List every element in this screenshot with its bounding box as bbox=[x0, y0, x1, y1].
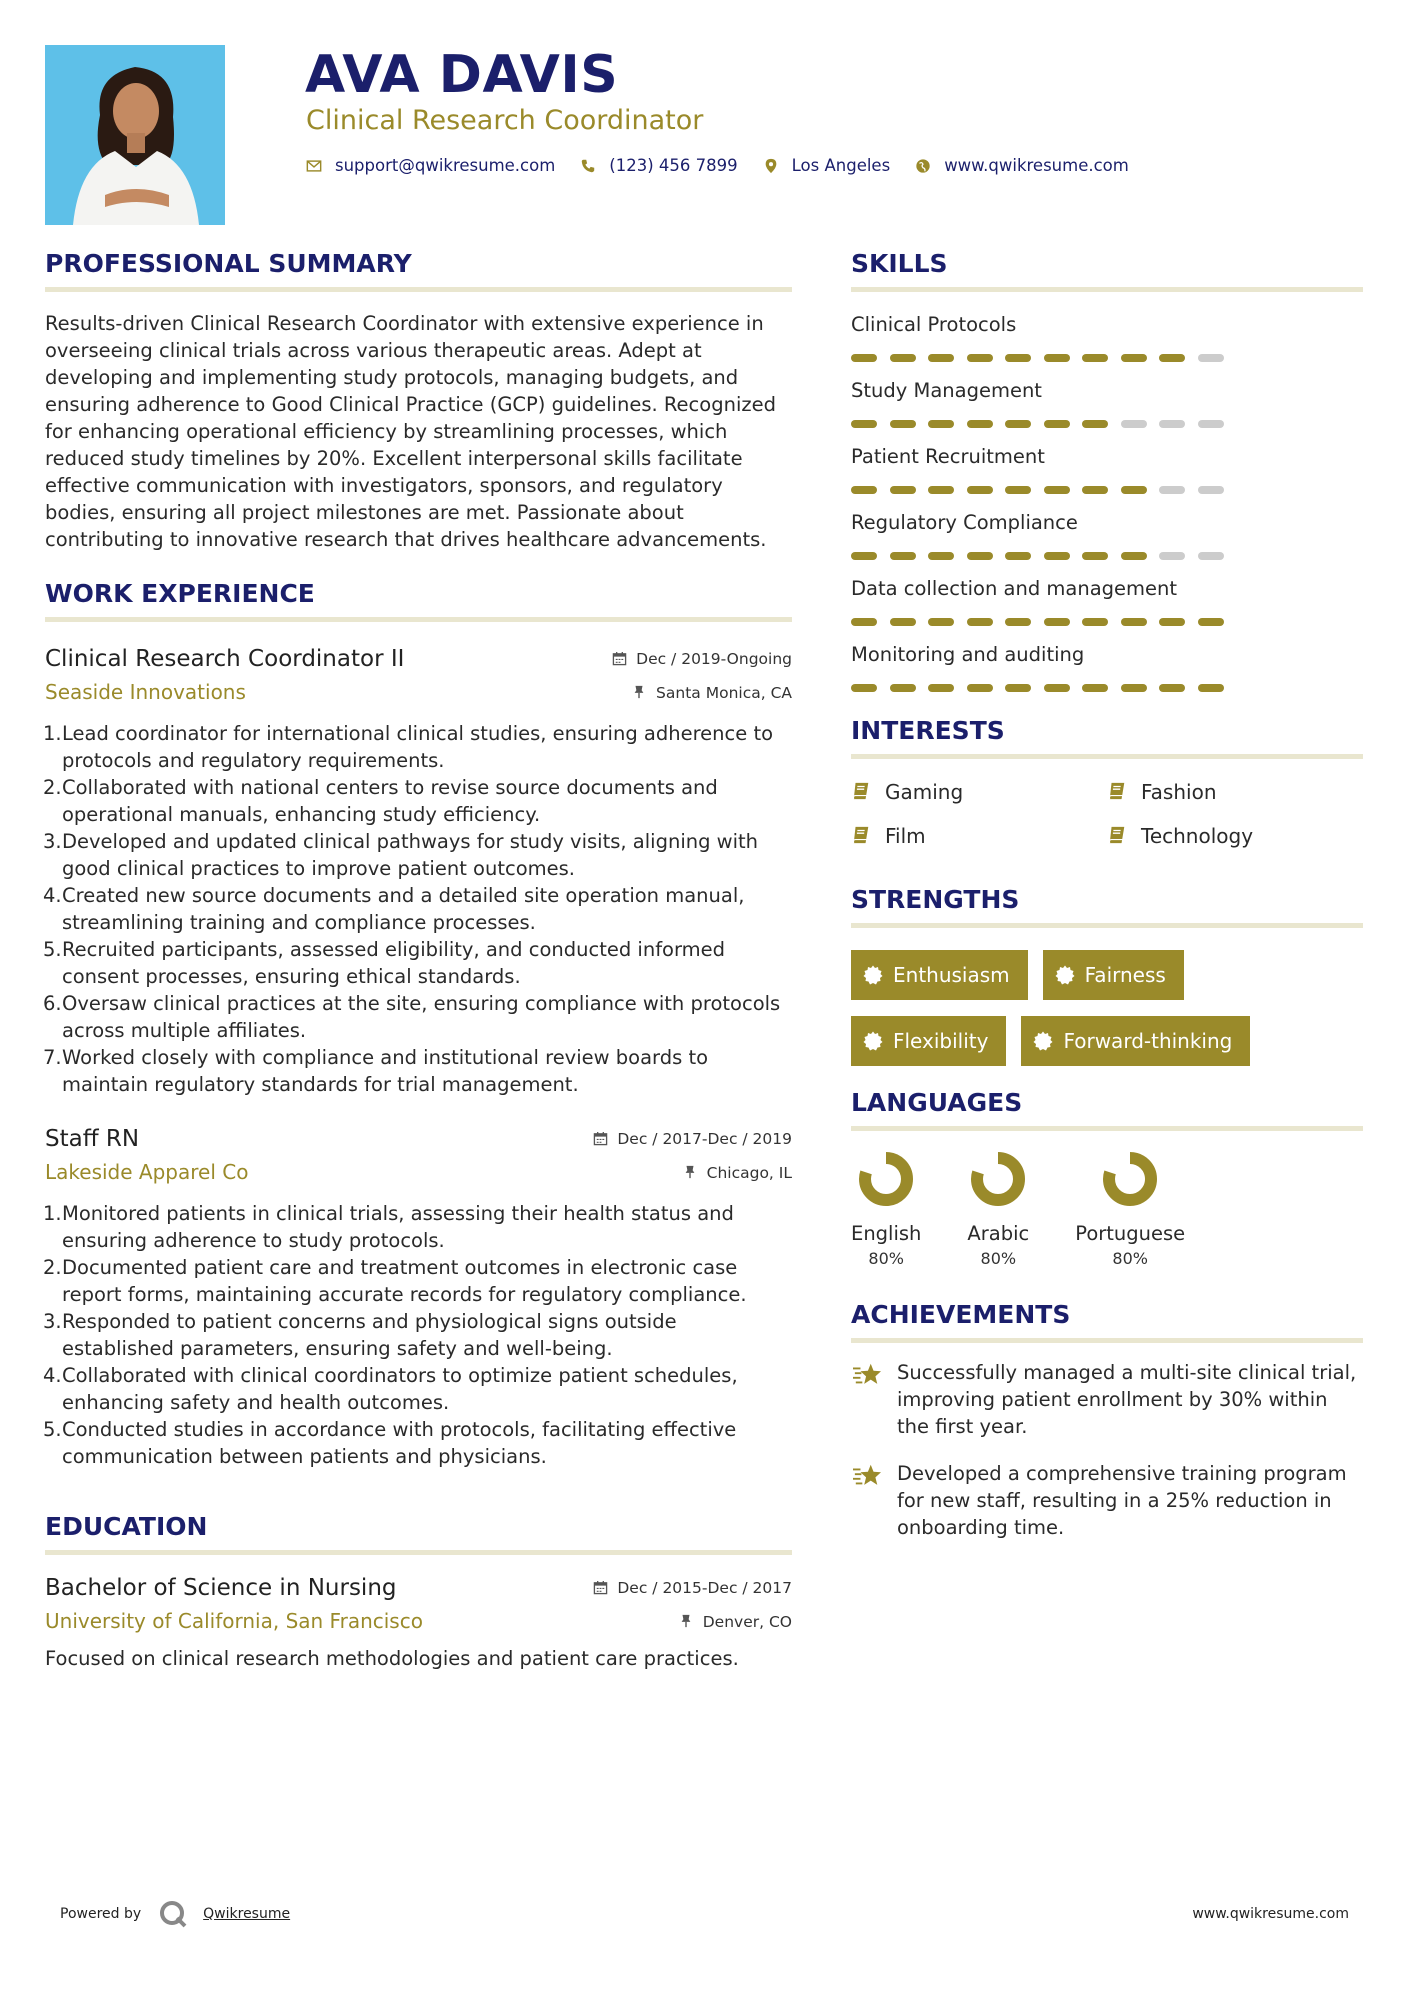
strength-tag bbox=[1043, 950, 1184, 1000]
skill-segment-filled bbox=[1121, 354, 1147, 362]
skill-level-bar bbox=[851, 684, 1363, 692]
skill-segment-filled bbox=[890, 618, 916, 626]
badge-icon bbox=[1055, 965, 1075, 985]
skill-segment-empty bbox=[1159, 486, 1185, 494]
skill-segment-empty bbox=[1198, 486, 1224, 494]
education-date-text: Dec / 2015-Dec / 2017 bbox=[617, 1579, 792, 1597]
achievements-section bbox=[851, 1296, 1363, 1541]
section-divider bbox=[851, 1126, 1363, 1131]
list-item-text: Worked closely with compliance and institutional review boards to maintain regulatory standards for trial management. bbox=[62, 1046, 709, 1096]
skill-segment-filled bbox=[1005, 618, 1031, 626]
list-item bbox=[45, 1044, 792, 1098]
language-name: English bbox=[851, 1222, 922, 1245]
list-item-text: Responded to patient concerns and physiological signs outside established parameters, ensuring safety and well-being. bbox=[62, 1310, 677, 1360]
skill-segment-filled bbox=[1082, 684, 1108, 692]
section-divider bbox=[851, 1338, 1363, 1343]
job-location bbox=[683, 1164, 792, 1182]
skill-level-bar bbox=[851, 420, 1363, 428]
strength-label: Forward-thinking bbox=[1063, 1029, 1233, 1053]
interest-label: Gaming bbox=[885, 780, 964, 804]
section-title: LANGUAGES bbox=[851, 1088, 1023, 1117]
skill-segment-filled bbox=[1198, 684, 1224, 692]
skill-name: Clinical Protocols bbox=[851, 313, 1017, 336]
list-item-text: Oversaw clinical practices at the site, ensuring compliance with protocols across multiple affiliates. bbox=[62, 992, 781, 1042]
skill-name: Monitoring and auditing bbox=[851, 643, 1085, 666]
education-subheader bbox=[45, 1605, 792, 1637]
language-proficiency-ring bbox=[1100, 1149, 1160, 1209]
achievements-list bbox=[851, 1359, 1363, 1541]
job-date-text: Dec / 2019-Ongoing bbox=[636, 650, 792, 668]
interest-item bbox=[1107, 777, 1363, 807]
skill-segment-empty bbox=[1198, 420, 1224, 428]
interests-grid bbox=[851, 777, 1363, 851]
list-item-text: Lead coordinator for international clinical studies, ensuring adherence to protocols and regulatory requirements. bbox=[62, 722, 774, 772]
skill-segment-filled bbox=[928, 618, 954, 626]
calendar-icon bbox=[593, 1131, 609, 1147]
language-proficiency-ring bbox=[856, 1149, 916, 1209]
skill-segment-filled bbox=[1044, 354, 1070, 362]
job-date-text: Dec / 2017-Dec / 2019 bbox=[617, 1130, 792, 1148]
language-item bbox=[967, 1149, 1029, 1268]
phone-icon bbox=[579, 157, 597, 175]
skill-name: Study Management bbox=[851, 379, 1042, 402]
school-name: University of California, San Francisco bbox=[45, 1609, 423, 1633]
skill-segment-filled bbox=[851, 552, 877, 560]
skill-name: Regulatory Compliance bbox=[851, 511, 1078, 534]
strength-tag bbox=[1021, 1016, 1250, 1066]
achievement-text: Successfully managed a multi-site clinical trial, improving patient enrollment by 30% within the first year. bbox=[897, 1361, 1357, 1438]
job-title: Staff RN bbox=[45, 1126, 140, 1152]
skills-section bbox=[851, 245, 1363, 692]
job-subheader bbox=[45, 676, 792, 708]
summary-text: Results-driven Clinical Research Coordinator with extensive experience in overseeing clinical trials across various therapeutic areas. Adept at developing and implementing study protocols, managing budgets, and ensuring adherence to Good Clinical Practice (GCP) guidelines. Recognized for enhancing operational efficiency by streamlining processes, which reduced study timelines by 20%. Excellent interpersonal skills facilitate effective communication with investigators, sponsors, and regulatory bodies, ensuring all project milestones are met. Passionate about contributing to innovative research that drives healthcare advancements. bbox=[45, 312, 776, 551]
list-number: 6. bbox=[43, 992, 62, 1015]
interests-section bbox=[851, 712, 1363, 851]
skill-segment-filled bbox=[890, 420, 916, 428]
language-name: Arabic bbox=[967, 1222, 1030, 1245]
interest-label: Technology bbox=[1141, 824, 1254, 848]
skill-segment-filled bbox=[851, 354, 877, 362]
skill-segment-filled bbox=[1005, 420, 1031, 428]
job-list bbox=[45, 642, 792, 1470]
education-description: Focused on clinical research methodologies and patient care practices. bbox=[45, 1647, 739, 1670]
skill-item bbox=[851, 376, 1363, 428]
skill-item bbox=[851, 442, 1363, 494]
right-column bbox=[851, 245, 1363, 1541]
skill-segment-filled bbox=[1044, 552, 1070, 560]
skill-item bbox=[851, 310, 1363, 362]
language-proficiency-ring bbox=[968, 1149, 1028, 1209]
language-proficiency-arc bbox=[865, 1158, 907, 1200]
education-header bbox=[45, 1571, 792, 1605]
candidate-role: Clinical Research Coordinator bbox=[306, 105, 704, 136]
skill-segment-filled bbox=[1159, 684, 1185, 692]
book-icon bbox=[851, 825, 873, 847]
skill-segment-filled bbox=[1159, 354, 1185, 362]
skill-segment-filled bbox=[1121, 486, 1147, 494]
responsibility-list bbox=[45, 1200, 792, 1470]
contact-phone[interactable]: (123) 456 7899 bbox=[609, 156, 738, 175]
skill-segment-filled bbox=[967, 552, 993, 560]
job-date bbox=[593, 1130, 792, 1148]
job-subheader bbox=[45, 1156, 792, 1188]
contact-bar bbox=[305, 156, 1153, 175]
profile-photo bbox=[45, 45, 225, 225]
skill-segment-empty bbox=[1198, 354, 1224, 362]
strength-tag bbox=[851, 950, 1028, 1000]
skill-segment-filled bbox=[890, 486, 916, 494]
languages-list bbox=[851, 1149, 1363, 1268]
languages-section bbox=[851, 1084, 1363, 1268]
skill-segment-filled bbox=[1044, 420, 1070, 428]
profile-photo-illustration bbox=[45, 45, 225, 225]
skill-segment-filled bbox=[1159, 618, 1185, 626]
list-item bbox=[45, 1362, 792, 1416]
skill-segment-filled bbox=[928, 684, 954, 692]
interest-item bbox=[851, 821, 1107, 851]
education-location-text: Denver, CO bbox=[702, 1613, 792, 1631]
skill-segment-filled bbox=[851, 618, 877, 626]
skill-segment-filled bbox=[851, 420, 877, 428]
pin-icon bbox=[632, 685, 648, 701]
skill-segment-filled bbox=[1005, 486, 1031, 494]
skill-segment-filled bbox=[1082, 552, 1108, 560]
skill-segment-filled bbox=[967, 618, 993, 626]
skill-segment-filled bbox=[890, 354, 916, 362]
section-title: INTERESTS bbox=[851, 716, 1005, 745]
skill-segment-filled bbox=[1121, 618, 1147, 626]
section-title: EDUCATION bbox=[45, 1512, 208, 1541]
powered-by-label: Powered by bbox=[60, 1906, 142, 1922]
calendar-icon bbox=[612, 651, 628, 667]
skill-level-bar bbox=[851, 354, 1363, 362]
job-entry bbox=[45, 642, 792, 1098]
list-number: 2. bbox=[43, 776, 62, 799]
skill-segment-filled bbox=[1005, 684, 1031, 692]
skill-segment-filled bbox=[967, 684, 993, 692]
list-number: 5. bbox=[43, 938, 62, 961]
language-level: 80% bbox=[1112, 1249, 1148, 1268]
professional-summary-section bbox=[45, 245, 792, 553]
list-number: 4. bbox=[43, 884, 62, 907]
list-number: 1. bbox=[43, 722, 62, 745]
skills-list bbox=[851, 310, 1363, 692]
section-divider bbox=[851, 923, 1363, 928]
skill-item bbox=[851, 640, 1363, 692]
book-icon bbox=[1107, 825, 1129, 847]
skill-segment-filled bbox=[1198, 618, 1224, 626]
skill-segment-empty bbox=[1198, 552, 1224, 560]
skill-segment-filled bbox=[1082, 354, 1108, 362]
job-entry bbox=[45, 1122, 792, 1470]
strength-label: Fairness bbox=[1084, 963, 1166, 987]
footer-powered-by bbox=[60, 1898, 290, 1930]
achievement-item bbox=[851, 1460, 1363, 1541]
strengths-tags bbox=[851, 950, 1363, 1082]
interest-label: Film bbox=[885, 824, 926, 848]
language-proficiency-arc bbox=[977, 1158, 1019, 1200]
book-icon bbox=[1107, 781, 1129, 803]
degree-title: Bachelor of Science in Nursing bbox=[45, 1575, 397, 1601]
language-item bbox=[1075, 1149, 1185, 1268]
skill-name: Data collection and management bbox=[851, 577, 1178, 600]
list-item bbox=[45, 882, 792, 936]
section-divider bbox=[45, 617, 792, 622]
skill-segment-filled bbox=[1121, 684, 1147, 692]
skill-segment-filled bbox=[928, 552, 954, 560]
contact-email[interactable]: support@qwikresume.com bbox=[335, 156, 556, 175]
section-title: SKILLS bbox=[851, 249, 948, 278]
star-trophy-icon bbox=[851, 1462, 885, 1492]
list-item-text: Monitored patients in clinical trials, assessing their health status and ensuring adherence to study protocols. bbox=[62, 1202, 734, 1252]
map-marker-icon bbox=[762, 157, 780, 175]
job-header bbox=[45, 642, 792, 676]
language-item bbox=[851, 1149, 921, 1268]
badge-icon bbox=[1033, 1031, 1053, 1051]
skill-segment-filled bbox=[890, 684, 916, 692]
list-number: 4. bbox=[43, 1364, 62, 1387]
list-item bbox=[45, 936, 792, 990]
list-number: 7. bbox=[43, 1046, 62, 1069]
pin-icon bbox=[683, 1165, 699, 1181]
list-number: 1. bbox=[43, 1202, 62, 1225]
skill-segment-filled bbox=[890, 552, 916, 560]
skill-segment-filled bbox=[1121, 552, 1147, 560]
list-item bbox=[45, 1308, 792, 1362]
book-icon bbox=[851, 781, 873, 803]
achievement-text: Developed a comprehensive training program for new staff, resulting in a 25% reduction in onboarding time. bbox=[897, 1462, 1347, 1539]
skill-level-bar bbox=[851, 552, 1363, 560]
list-item bbox=[45, 1254, 792, 1308]
skill-name: Patient Recruitment bbox=[851, 445, 1045, 468]
skill-segment-filled bbox=[1082, 618, 1108, 626]
list-item-text: Created new source documents and a detailed site operation manual, streamlining training and compliance processes. bbox=[62, 884, 745, 934]
education-entry bbox=[45, 1571, 792, 1672]
globe-icon bbox=[914, 157, 932, 175]
interest-item bbox=[851, 777, 1107, 807]
skill-segment-filled bbox=[928, 354, 954, 362]
strength-label: Enthusiasm bbox=[893, 963, 1010, 987]
qwikresume-link[interactable]: Qwikresume bbox=[203, 1906, 291, 1922]
skill-segment-filled bbox=[1082, 486, 1108, 494]
section-divider bbox=[851, 754, 1363, 759]
contact-location: Los Angeles bbox=[791, 156, 891, 175]
skill-segment-filled bbox=[1044, 618, 1070, 626]
list-number: 5. bbox=[43, 1418, 62, 1441]
section-title: PROFESSIONAL SUMMARY bbox=[45, 249, 412, 278]
language-name: Portuguese bbox=[1075, 1222, 1186, 1245]
section-title: WORK EXPERIENCE bbox=[45, 579, 315, 608]
skill-segment-filled bbox=[851, 486, 877, 494]
list-item-text: Recruited participants, assessed eligibility, and conducted informed consent processes, ensuring ethical standards. bbox=[62, 938, 726, 988]
job-location bbox=[632, 684, 792, 702]
strength-label: Flexibility bbox=[893, 1029, 989, 1053]
language-level: 80% bbox=[980, 1249, 1017, 1268]
list-item-text: Collaborated with national centers to revise source documents and operational manuals, enhancing study efficiency. bbox=[62, 776, 718, 826]
responsibility-list bbox=[45, 720, 792, 1098]
list-item bbox=[45, 720, 792, 774]
list-item-text: Developed and updated clinical pathways for study visits, aligning with good clinical practices to improve patient outcomes. bbox=[62, 830, 759, 880]
skill-segment-filled bbox=[1005, 354, 1031, 362]
skill-segment-filled bbox=[851, 684, 877, 692]
section-title: STRENGTHS bbox=[851, 885, 1020, 914]
skill-segment-filled bbox=[1044, 684, 1070, 692]
skill-segment-filled bbox=[1044, 486, 1070, 494]
achievement-item bbox=[851, 1359, 1363, 1440]
strengths-section bbox=[851, 881, 1363, 1082]
company-name: Seaside Innovations bbox=[45, 680, 246, 704]
interest-item bbox=[1107, 821, 1363, 851]
qwikresume-logo-icon bbox=[157, 1898, 189, 1930]
list-item-text: Documented patient care and treatment outcomes in electronic case report forms, maintaining accurate records for regulatory compliance. bbox=[62, 1256, 747, 1306]
language-level: 80% bbox=[868, 1249, 904, 1268]
calendar-icon bbox=[593, 1580, 609, 1596]
left-column bbox=[45, 245, 792, 1672]
company-name: Lakeside Apparel Co bbox=[45, 1160, 249, 1184]
skill-segment-filled bbox=[1005, 552, 1031, 560]
job-title: Clinical Research Coordinator II bbox=[45, 646, 405, 672]
list-item bbox=[45, 774, 792, 828]
list-item bbox=[45, 1200, 792, 1254]
skill-segment-filled bbox=[928, 420, 954, 428]
education-section bbox=[45, 1508, 792, 1672]
strength-tag bbox=[851, 1016, 1006, 1066]
skill-segment-empty bbox=[1159, 552, 1185, 560]
list-number: 3. bbox=[43, 830, 62, 853]
skill-segment-filled bbox=[928, 486, 954, 494]
job-header bbox=[45, 1122, 792, 1156]
list-item bbox=[45, 828, 792, 882]
list-item-text: Conducted studies in accordance with protocols, facilitating effective communication between patients and physicians. bbox=[62, 1418, 737, 1468]
skill-segment-filled bbox=[967, 420, 993, 428]
language-proficiency-arc bbox=[1109, 1158, 1151, 1200]
skill-segment-filled bbox=[967, 486, 993, 494]
list-item bbox=[45, 1416, 792, 1470]
section-divider bbox=[851, 287, 1363, 292]
skill-item bbox=[851, 508, 1363, 560]
skill-item bbox=[851, 574, 1363, 626]
badge-icon bbox=[863, 1031, 883, 1051]
job-location-text: Chicago, IL bbox=[706, 1164, 792, 1182]
badge-icon bbox=[863, 965, 883, 985]
contact-website[interactable]: www.qwikresume.com bbox=[944, 156, 1129, 175]
interest-label: Fashion bbox=[1141, 780, 1217, 804]
skill-level-bar bbox=[851, 486, 1363, 494]
star-trophy-icon bbox=[851, 1361, 885, 1391]
pin-icon bbox=[679, 1614, 695, 1630]
skill-segment-filled bbox=[967, 354, 993, 362]
footer-website[interactable]: www.qwikresume.com bbox=[1192, 1906, 1349, 1922]
skill-level-bar bbox=[851, 618, 1363, 626]
email-icon bbox=[305, 157, 323, 175]
section-divider bbox=[45, 1550, 792, 1555]
list-number: 2. bbox=[43, 1256, 62, 1279]
job-location-text: Santa Monica, CA bbox=[656, 684, 792, 702]
candidate-name: AVA DAVIS bbox=[305, 45, 619, 105]
list-item bbox=[45, 990, 792, 1044]
skill-segment-filled bbox=[1082, 420, 1108, 428]
job-date bbox=[612, 650, 792, 668]
education-location bbox=[679, 1613, 792, 1631]
skill-segment-empty bbox=[1121, 420, 1147, 428]
list-number: 3. bbox=[43, 1310, 62, 1333]
section-title: ACHIEVEMENTS bbox=[851, 1300, 1071, 1329]
list-item-text: Collaborated with clinical coordinators to optimize patient schedules, enhancing safety and health outcomes. bbox=[62, 1364, 738, 1414]
education-date bbox=[593, 1579, 792, 1597]
skill-segment-empty bbox=[1159, 420, 1185, 428]
section-divider bbox=[45, 287, 792, 292]
work-experience-section bbox=[45, 575, 792, 1470]
